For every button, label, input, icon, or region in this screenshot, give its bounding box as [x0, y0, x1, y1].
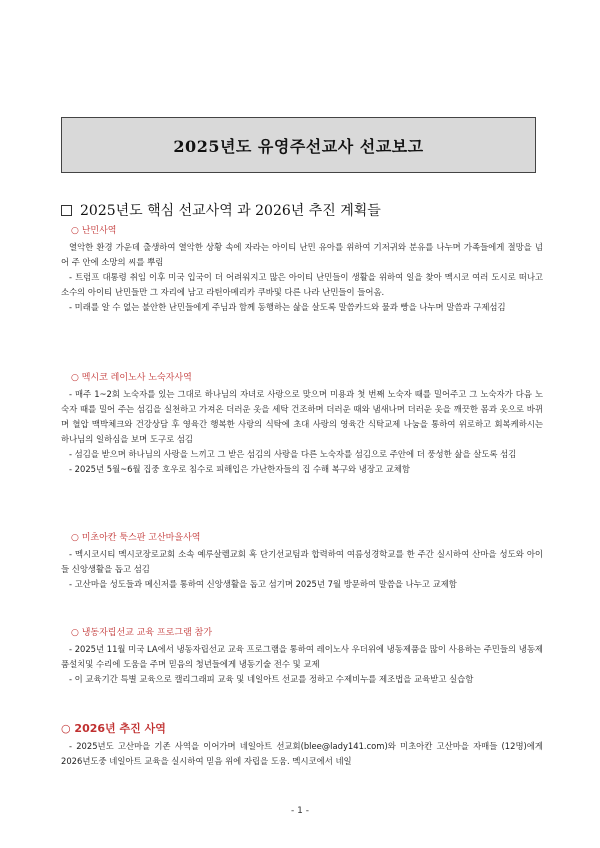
- paragraph: - 고산마을 성도들과 메신저를 통하여 신앙생활을 돕고 섬기며 2025년 7월 방문하여 말씀을 나누고 교제함: [69, 579, 457, 589]
- section-title: ○ 2026년 추진 사역: [61, 722, 166, 735]
- paragraph: - 멕시코시티 멕시코장로교회 소속 예루살렘교회 혹 단기선교팀과 합력하여 여름성경학교를 한 주간 실시하여 산마을 성도와 아이들 신앙생활을 돕고 섬김: [61, 549, 543, 574]
- checkbox-icon: [61, 205, 72, 216]
- section-title: ○ 냉동자립선교 교육 프로그램 참가: [71, 628, 213, 638]
- section-title: ○ 난민사역: [71, 226, 117, 236]
- section-title: ○ 멕시코 레이노사 노숙자사역: [71, 373, 192, 383]
- section-refugee: [61, 225, 543, 315]
- paragraph: - 트럼프 대통령 취임 이후 미국 입국이 더 어려워지고 많은 아이티 난민들이 생활을 위하여 일을 찾아 멕시코 여러 도시로 떠나고 소수의 아이티 난민들만 그 자리에 남고 라틴아메리카 쿠바및 다른 나라 난민들이 들어옴.: [61, 272, 543, 297]
- paragraph: - 2025년 5월~6월 집중 호우로 침수로 피해입은 가난한자들의 집 수해 복구와 냉장고 교체함: [69, 464, 410, 474]
- section-title: ○ 미초아칸 툭스판 고산마을사역: [71, 533, 201, 543]
- paragraph: - 섬김을 받으며 하나님의 사랑을 느끼고 그 받은 섬김의 사랑을 다른 노숙자를 섬김으로 주안에 더 풍성한 삶을 살도록 섬김: [69, 449, 517, 459]
- main-heading-text: 2025년도 핵심 선교사역 과 2026년 추진 계획들: [80, 203, 381, 219]
- paragraph: - 2025년 11월 미국 LA에서 냉동자립선교 교육 프로그램을 통하여 레이노사 우더위에 냉동제품을 많이 사용하는 주민들의 냉동제품설치및 수리에 도움을 주며 믿음의 청년들에게 냉동기술 전수 및 교제: [61, 644, 543, 669]
- section-2026-plans: [61, 722, 543, 769]
- section-homeless: [61, 372, 543, 477]
- title-box: [61, 117, 536, 173]
- section-refrigeration: [61, 627, 543, 687]
- paragraph: - 이 교육기간 특별 교육으로 캘리그래피 교육 및 네일아트 선교를 정하고 수제비누를 제조법을 교육받고 실습함: [69, 674, 474, 684]
- paragraph: - 미래를 알 수 없는 불안한 난민들에게 주님과 함께 동행하는 삶을 살도록 말씀카드와 물과 빵을 나누며 말씀과 구제섬김: [69, 302, 506, 312]
- page-number: - 1 -: [291, 806, 309, 816]
- section-mountain-village: [61, 532, 543, 592]
- document-title: 2025년도 유영주선교사 선교보고: [173, 136, 424, 156]
- paragraph: - 매주 1~2회 노숙자를 있는 그대로 하나님의 자녀로 사랑으로 맞으며 미용과 첫 번째 노숙자 때를 밀어주고 그 노숙자가 다음 노숙자 때를 밀어 주는 섬김을 실천하고 가져온 더러운 옷을 세탁 건조하며 더러운 때와 냄새나며 더러운 옷을 깨끗한 몸과 옷으로 바뀌며 혈압 맥박체크와 건강상담 후 영육간 행복한 사랑의 식탁에 초대 사랑의 영육간 식탁교제 나눔을 통하여 위로하고 회복케하시는 하나님의 일하심을 보며 도구로 섬김: [61, 389, 543, 444]
- paragraph: 열악한 환경 가운데 출생하여 열악한 상황 속에 자라는 아이티 난민 유아를 위하여 기저귀와 분유를 나누며 가족들에게 절망을 넘어 주 안에 소망의 씨를 뿌림: [61, 242, 543, 267]
- paragraph: - 2025년도 고산마을 기존 사역을 이어가며 네일아트 선교회(blee@lady141.com)와 미초아칸 고산마을 자매들 (12명)에게 2026년도중 네일아트 교육을 실시하여 믿음 위에 자립을 도움. 멕시코에서 네일: [61, 741, 543, 766]
- main-heading: [61, 200, 541, 220]
